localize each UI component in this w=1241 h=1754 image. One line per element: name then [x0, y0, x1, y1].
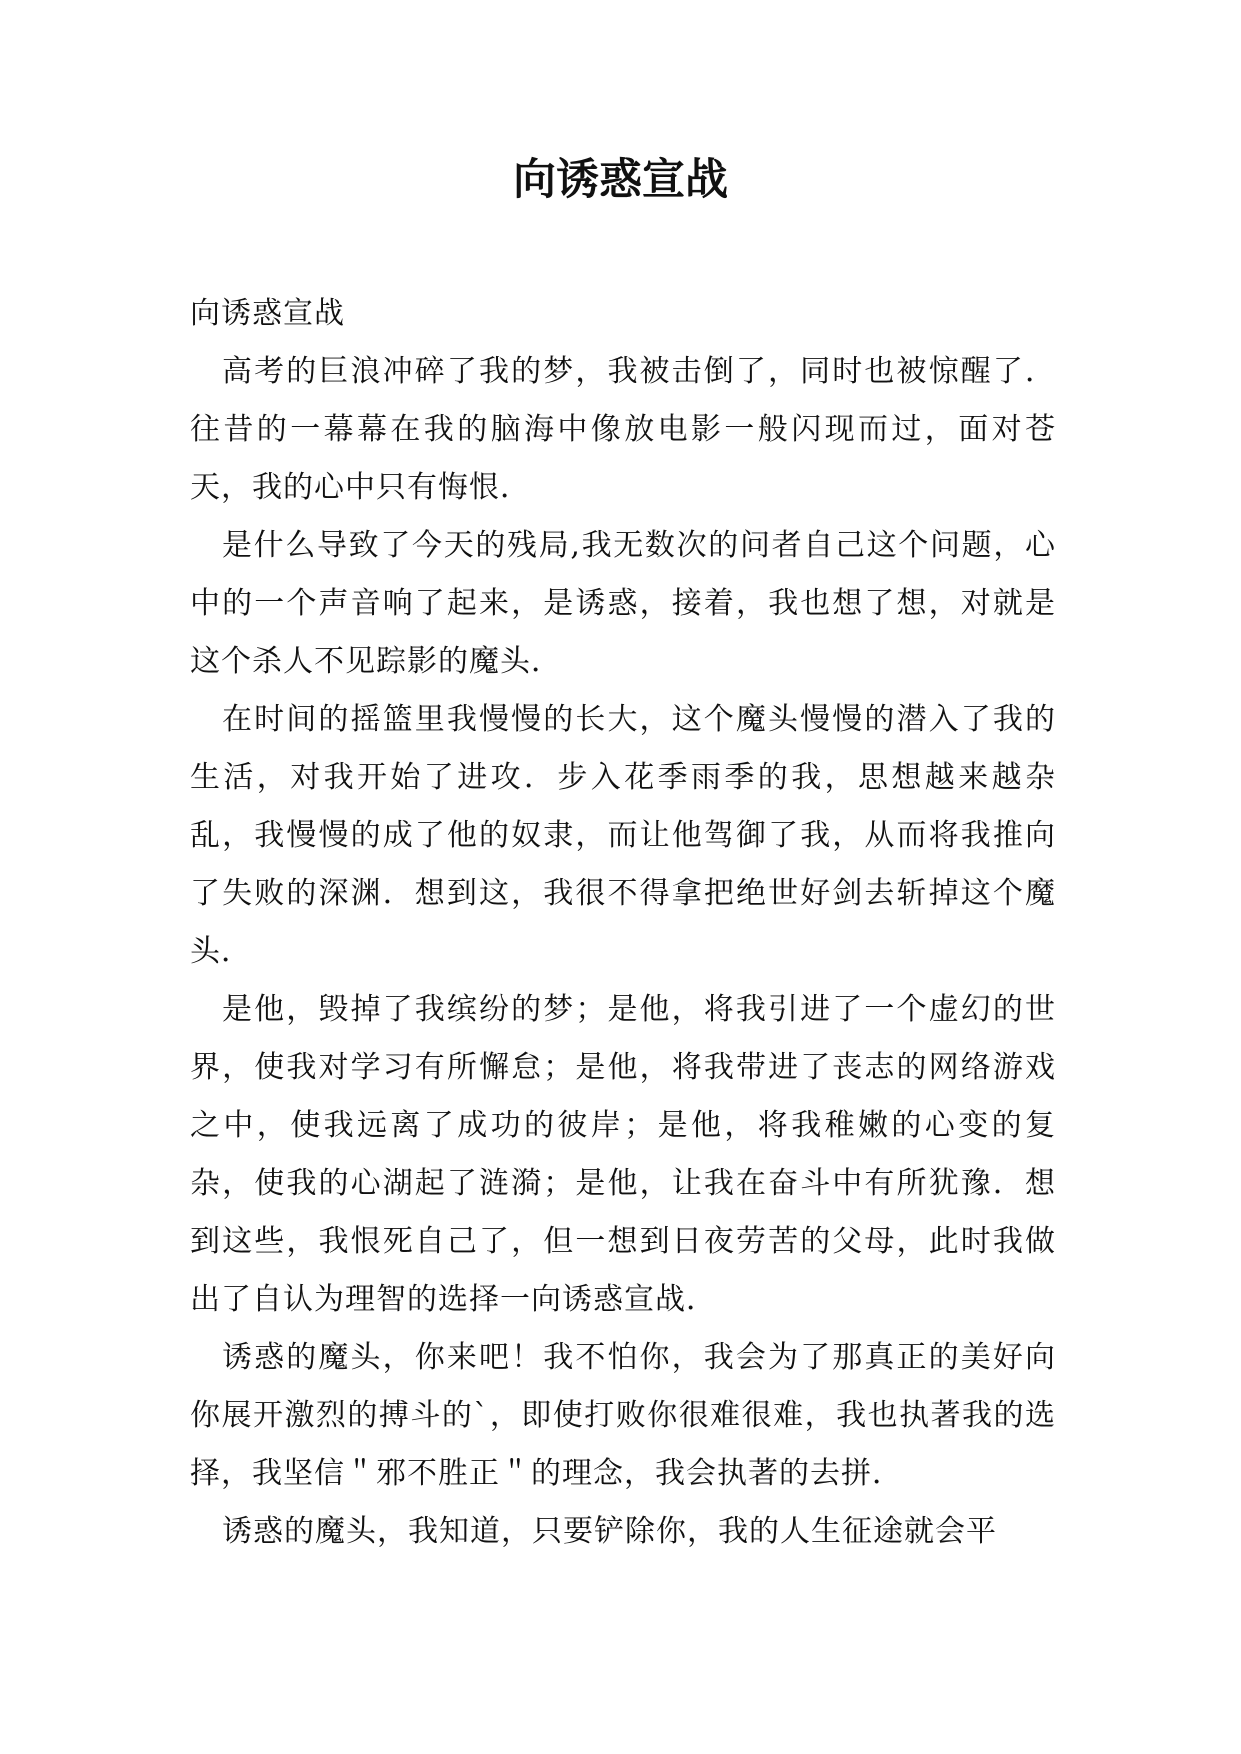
paragraph: 是他，毁掉了我缤纷的梦；是他，将我引进了一个虚幻的世界，使我对学习有所懈怠；是他，将我带进了丧志的网络游戏之中，使我远离了成功的彼岸；是他，将我稚嫩的心变的复杂，使我的心湖起了涟漪；是他，让我在奋斗中有所犹豫．想到这些，我恨死自己了，但一想到日夜劳苦的父母，此时我做出了自认为理智的选择一向诱惑宣战． — [190, 992, 1056, 1317]
paragraph: 是什么导致了今天的残局,我无数次的问者自己这个问题，心中的一个声音响了起来，是诱惑，接着，我也想了想，对就是这个杀人不见踪影的魔头． — [190, 528, 1056, 679]
paragraph: 诱惑的魔头，我知道，只要铲除你，我的人生征途就会平 — [222, 1514, 997, 1549]
document-title: 向诱惑宣战 — [513, 155, 728, 205]
document-body — [190, 285, 1056, 1561]
paragraph: 在时间的摇篮里我慢慢的长大，这个魔头慢慢的潜入了我的生活，对我开始了进攻．步入花季雨季的我，思想越来越杂乱，我慢慢的成了他的奴隶，而让他驾御了我，从而将我推向了失败的深渊．想到这，我很不得拿把绝世好剑去斩掉这个魔头． — [190, 702, 1056, 969]
paragraph: 诱惑的魔头，你来吧！我不怕你，我会为了那真正的美好向你展开激烈的搏斗的`，即使打败你很难很难，我也执著我的选择，我坚信＂邪不胜正＂的理念，我会执著的去拼． — [190, 1340, 1056, 1491]
section-heading: 向诱惑宣战 — [190, 296, 345, 331]
paragraph: 高考的巨浪冲碎了我的梦，我被击倒了，同时也被惊醒了．往昔的一幕幕在我的脑海中像放电影一般闪现而过，面对苍天，我的心中只有悔恨． — [190, 354, 1056, 505]
